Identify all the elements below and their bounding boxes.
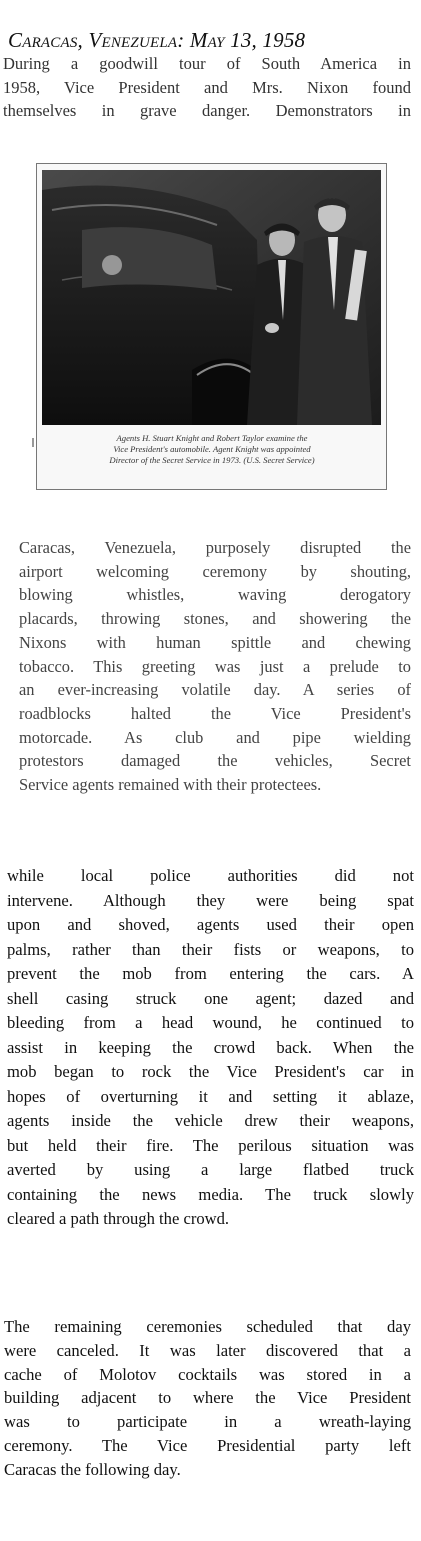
text-line: cleared a path through the crowd. <box>7 1209 230 1228</box>
text-line: blowing whistles, waving derogatory <box>19 585 411 605</box>
text-line: palms, rather than their fists or weapons, to <box>7 939 414 959</box>
text-line: placards, throwing stones, and showering the <box>19 609 411 629</box>
agents-car-photo <box>42 170 381 425</box>
paragraph-second <box>19 536 411 797</box>
text-line: roadblocks halted the Vice President's <box>19 703 411 723</box>
photo-figure <box>36 163 387 490</box>
photo-caption <box>49 433 375 466</box>
text-line: motorcade. As club and pipe wielding <box>19 727 411 747</box>
text-line: were canceled. It was later discovered that a <box>4 1340 411 1360</box>
text-line: Caracas the following day. <box>4 1459 181 1479</box>
paragraph-intro <box>3 52 411 123</box>
caption-line: Vice President's automobile. Agent Knight was appointed <box>113 444 311 454</box>
text-line: Service agents remained with their protectees. <box>19 775 322 795</box>
photo-illustration <box>42 170 381 425</box>
text-line: cache of Molotov cocktails was stored in a <box>4 1364 411 1384</box>
paragraph-third <box>7 864 414 1232</box>
text-line: containing the news media. The truck slowly <box>7 1184 414 1204</box>
text-line: building adjacent to where the Vice President <box>4 1388 411 1408</box>
caption-line: Agents H. Stuart Knight and Robert Taylor examine the <box>116 433 308 443</box>
text-line: upon and shoved, agents used their open <box>7 915 414 934</box>
caption-line: Director of the Secret Service in 1973. (U.S. Secret Service) <box>109 455 315 465</box>
text-line: tobacco. This greeting was just a prelude to <box>19 656 411 676</box>
text-line: was to participate in a wreath-laying <box>4 1412 411 1432</box>
text-line: mob began to rock the Vice President's car in <box>7 1062 414 1081</box>
text-line: protestors damaged the vehicles, Secret <box>19 751 411 771</box>
text-line: 1958, Vice President and Mrs. Nixon found <box>3 77 411 97</box>
text-line: hopes of overturning it and setting it ablaze, <box>7 1086 414 1106</box>
text-line: while local police authorities did not <box>7 866 414 885</box>
text-line: shell casing struck one agent; dazed and <box>7 988 414 1008</box>
text-line: assist in keeping the crowd back. When the <box>7 1037 414 1057</box>
text-line: The remaining ceremonies scheduled that day <box>4 1317 411 1336</box>
text-line: airport welcoming ceremony by shouting, <box>19 561 411 581</box>
text-line: prevent the mob from entering the cars. A <box>7 964 414 983</box>
text-line: averted by using a large flatbed truck <box>7 1160 414 1179</box>
text-line: intervene. Although they were being spat <box>7 890 414 910</box>
paragraph-fourth <box>4 1315 411 1482</box>
text-line: an ever-increasing volatile day. A series of <box>19 680 411 700</box>
text-line: During a goodwill tour of South America in <box>3 54 411 73</box>
text-line: bleeding from a head wound, he continued to <box>7 1013 414 1032</box>
scan-artifact <box>32 438 34 447</box>
article-heading: Caracas, Venezuela: May 13, 1958 <box>8 28 306 53</box>
text-line: but held their fire. The perilous situation was <box>7 1135 414 1155</box>
text-line: ceremony. The Vice Presidential party left <box>4 1435 411 1455</box>
text-line: themselves in grave danger. Demonstrators in <box>3 101 411 120</box>
text-line: agents inside the vehicle drew their weapons, <box>7 1111 414 1130</box>
text-line: Nixons with human spittle and chewing <box>19 632 411 652</box>
text-line: Caracas, Venezuela, purposely disrupted the <box>19 538 411 557</box>
